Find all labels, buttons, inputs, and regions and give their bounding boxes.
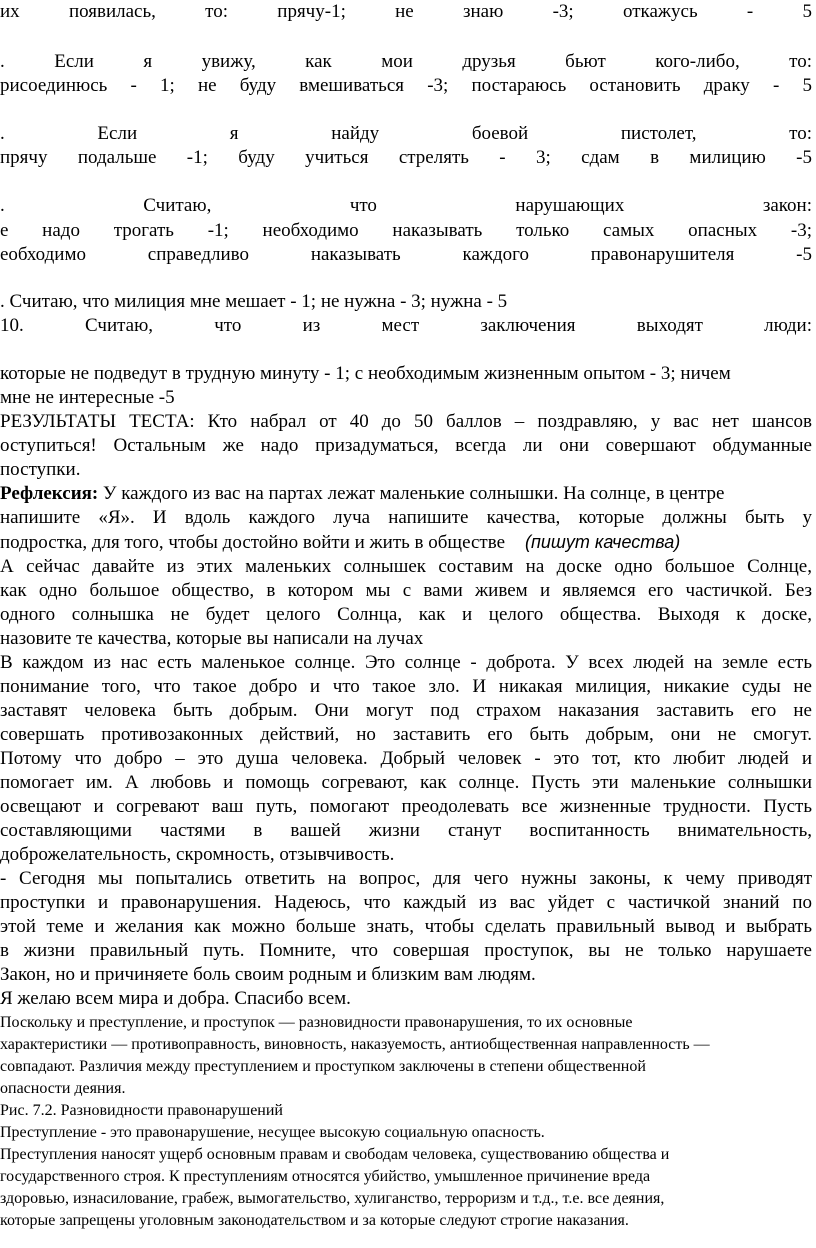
text-line: подростка, для того, чтобы достойно войти и жить в обществе: [0, 532, 506, 553]
text-line: освещают и согревают ваш путь, помогают преодолевать все жизненные трудности. Пусть: [0, 796, 812, 817]
reflection-label: Рефлексия:: [0, 483, 99, 504]
text-line: мне не интересные -5: [0, 387, 175, 408]
text-line: 10. Считаю, что из мест заключения выходят люди:: [0, 315, 812, 336]
text-line: которые не подведут в трудную минуту - 1; с необходимым жизненным опытом - 3; ничем: [0, 363, 731, 384]
text-line: опасности деяния.: [0, 1080, 126, 1097]
text-line: которые запрещены уголовным законодательством и за которые следуют строгие наказания.: [0, 1212, 629, 1229]
text-line: совершать противозаконных действий, но заставить его быть добрым, они не смогут.: [0, 724, 812, 745]
text-line: как одно большое общество, в котором мы с вами живем и являемся его частичкой. Без: [0, 580, 812, 601]
text-line: государственного строя. К преступлениям относятся убийство, умышленное причинение вреда: [0, 1168, 651, 1185]
reflection-line: [0, 482, 812, 506]
text-line: Поскольку и преступление, и проступок — разновидности правонарушения, то их основные: [0, 1014, 633, 1031]
text-line: поступки.: [0, 459, 81, 480]
text-line: . Если я увижу, как мои друзья бьют кого-либо, то:: [0, 51, 812, 72]
text-line: одного солнышка не будет целого Солнца, как и целого общества. Выходя к доске,: [0, 604, 812, 625]
text-line: А сейчас давайте из этих маленьких солнышек составим на доске одно большое Солнце,: [0, 556, 812, 577]
text-line: составляющими частями в вашей жизни станут воспитанность внимательность,: [0, 820, 812, 841]
text-line: Преступление - это правонарушение, несущее высокую социальную опасность.: [0, 1124, 545, 1141]
text-line: здоровью, изнасилование, грабеж, вымогательство, хулиганство, терроризм и т.д., т.е. все деяния,: [0, 1190, 665, 1207]
text-line: - Сегодня мы попытались ответить на вопрос, для чего нужны законы, к чему приводят: [0, 868, 812, 889]
text-line: прячу подальше -1; буду учиться стрелять - 3; сдам в милицию -5: [0, 147, 812, 168]
text-line: Я желаю всем мира и добра. Спасибо всем.: [0, 988, 351, 1009]
figure-caption: Рис. 7.2. Разновидности правонарушений: [0, 1102, 283, 1119]
handwritten-note: (пишут качества): [525, 532, 681, 552]
text-line: их появилась, то: прячу-1; не знаю -3; откажусь - 5: [0, 1, 812, 22]
text-line: Потому что добро – это душа человека. Добрый человек - это тот, кто любит людей и: [0, 748, 812, 769]
text-line: помогает им. А любовь и помощь согревают, как солнце. Пусть эти маленькие солнышки: [0, 772, 812, 793]
text-line: . Считаю, что милиция мне мешает - 1; не нужна - 3; нужна - 5: [0, 291, 508, 312]
text-line: совпадают. Различия между преступлением и проступком заключены в степени общественной: [0, 1058, 646, 1075]
text-line: понимание того, что такое добро и что такое зло. И никакая милиция, никакие суды не: [0, 676, 812, 697]
text-line: проступки и правонарушения. Надеюсь, что каждый из вас уйдет с частичкой знаний по: [0, 892, 812, 913]
text-line: напишите «Я». И вдоль каждого луча напишите качества, которые должны быть у: [0, 507, 812, 528]
text-line: Закон, но и причиняете боль своим родным и близким вам людям.: [0, 964, 536, 985]
text-line: назовите те качества, которые вы написали на лучах: [0, 628, 424, 649]
text-line: Преступления наносят ущерб основным правам и свободам человека, существованию общества и: [0, 1146, 670, 1163]
reflection-end-line: [0, 530, 812, 555]
text-line: В каждом из нас есть маленькое солнце. Это солнце - доброта. У всех людей на земле есть: [0, 652, 812, 673]
text-line: в жизни правильный путь. Помните, что совершая проступок, вы не только нарушаете: [0, 940, 812, 961]
text-line: У каждого из вас на партах лежат маленькие солнышки. На солнце, в центре: [103, 483, 725, 504]
text-line: . Если я найду боевой пистолет, то:: [0, 123, 812, 144]
text-line: этой теме и желания как можно больше знать, чтобы сделать правильный вывод и выбрать: [0, 916, 812, 937]
text-line: е надо трогать -1; необходимо наказывать только самых опасных -3;: [0, 220, 812, 241]
text-line: РЕЗУЛЬТАТЫ ТЕСТА: Кто набрал от 40 до 50 баллов – поздравляю, у вас нет шансов: [0, 411, 812, 432]
text-line: рисоединюсь - 1; не буду вмешиваться -3; постараюсь остановить драку - 5: [0, 75, 812, 96]
text-line: доброжелательность, скромность, отзывчивость.: [0, 844, 395, 865]
text-line: еобходимо справедливо наказывать каждого правонарушителя -5: [0, 244, 812, 265]
text-line: заставят человека быть добрым. Они могут под страхом наказания заставить его не: [0, 700, 812, 721]
text-line: оступиться! Остальным же надо призадуматься, всегда ли они совершают обдуманные: [0, 435, 812, 456]
text-line: . Считаю, что нарушающих закон:: [0, 195, 812, 216]
text-line: характеристики — противоправность, виновность, наказуемость, антиобщественная направленность —: [0, 1036, 710, 1053]
